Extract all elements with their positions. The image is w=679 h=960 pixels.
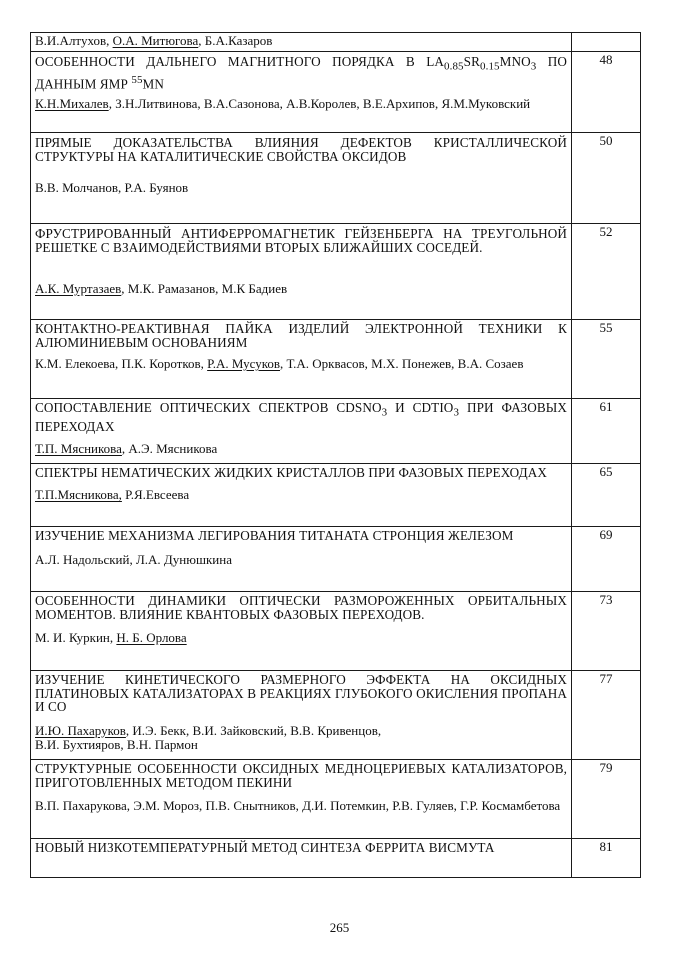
authors (35, 357, 567, 372)
toc-row (31, 839, 641, 878)
toc-text-cell (31, 592, 572, 671)
author: , А.Э. Мясникова (121, 440, 218, 456)
toc-row (31, 527, 641, 592)
page-ref: 50 (599, 133, 613, 148)
entry-title: СПЕКТРЫ НЕМАТИЧЕСКИХ ЖИДКИХ КРИСТАЛЛОВ ПРИ ФАЗОВЫХ ПЕРЕХОДАХ (35, 465, 547, 480)
toc-text-cell (31, 33, 572, 52)
authors (35, 488, 567, 503)
toc-page-cell (572, 839, 641, 878)
page-ref: 69 (599, 527, 613, 542)
title-text: ПРИ ФАЗОВЫХ ПЕРЕХОДАХ (35, 400, 567, 435)
toc-page-cell (572, 464, 641, 527)
toc-row (31, 320, 641, 399)
toc-page-cell (572, 671, 641, 760)
page-ref: 81 (599, 839, 613, 854)
toc-text-cell (31, 133, 572, 224)
toc-row (31, 33, 641, 52)
entry-title (35, 399, 567, 434)
subscript: 0.15 (480, 60, 500, 73)
page-ref: 65 (599, 464, 613, 479)
entry-title: КОНТАКТНО-РЕАКТИВНАЯ ПАЙКА ИЗДЕЛИЙ ЭЛЕКТРОННОЙ ТЕХНИКИ К АЛЮМИНИЕВЫМ ОСНОВАНИЯМ (35, 321, 567, 350)
authors: В.П. Пахарукова, Э.М. Мороз, П.В. Снытников, Д.И. Потемкин, Р.В. Гуляев, Г.Р. Космамбетова (35, 798, 561, 813)
superscript: 55 (131, 74, 143, 87)
toc-text-cell (31, 52, 572, 133)
toc-page-cell (572, 527, 641, 592)
toc-page-cell (572, 133, 641, 224)
authors (35, 442, 567, 457)
author: , З.Н.Литвинова, В.А.Сазонова, А.В.Королев, В.Е.Архипов, Я.М.Муковский (108, 96, 531, 112)
author: , Т.А. Орквасов, М.Х. Понежев, В.А. Созаев (280, 356, 524, 371)
toc-row (31, 464, 641, 527)
page-ref: 48 (599, 52, 613, 67)
toc-text-cell (31, 671, 572, 760)
page-ref: 73 (599, 592, 613, 607)
title-text: MNO (499, 54, 531, 69)
title-text: ОСОБЕННОСТИ ДАЛЬНЕГО МАГНИТНОГО ПОРЯДКА В LA (35, 54, 444, 69)
page-ref: 55 (599, 320, 613, 335)
author: М. И. Куркин, (35, 630, 117, 645)
page-ref: 77 (599, 671, 613, 686)
toc-row (31, 133, 641, 224)
authors: А.Л. Надольский, Л.А. Дунюшкина (35, 551, 232, 567)
title-text: MN (142, 76, 164, 92)
toc-row (31, 760, 641, 839)
entry-title: ИЗУЧЕНИЕ КИНЕТИЧЕСКОГО РАЗМЕРНОГО ЭФФЕКТА НА ОКСИДНЫХ ПЛАТИНОВЫХ КАТАЛИЗАТОРАХ В РЕАКЦИЯХ ГЛУБОКОГО ОКИСЛЕНИЯ ПРОПАНА И СО (35, 672, 567, 714)
author: Р.Я.Евсеева (121, 486, 190, 502)
toc-page-cell (572, 52, 641, 133)
entry-title: НОВЫЙ НИЗКОТЕМПЕРАТУРНЫЙ МЕТОД СИНТЕЗА ФЕРРИТА ВИСМУТА (35, 840, 495, 855)
page-ref: 61 (599, 399, 613, 414)
toc-text-cell (31, 464, 572, 527)
toc-text-cell (31, 760, 572, 839)
subscript: 0.85 (444, 60, 464, 73)
author: В.И.Алтухов, (35, 33, 113, 48)
author: В.И. Бухтияров, В.Н. Пармон (35, 737, 198, 752)
toc-text-cell (31, 320, 572, 399)
entry-title: ПРЯМЫЕ ДОКАЗАТЕЛЬСТВА ВЛИЯНИЯ ДЕФЕКТОВ КРИСТАЛЛИЧЕСКОЙ СТРУКТУРЫ НА КАТАЛИТИЧЕСКИЕ СВОЙСТВА ОКСИДОВ (35, 135, 567, 164)
title-text: СОПОСТАВЛЕНИЕ ОПТИЧЕСКИХ СПЕКТРОВ CDSNO (35, 400, 382, 415)
toc-page-cell (572, 320, 641, 399)
entry-title: ОСОБЕННОСТИ ДИНАМИКИ ОПТИЧЕСКИ РАЗМОРОЖЕННЫХ ОРБИТАЛЬНЫХ МОМЕНТОВ. ВЛИЯНИЕ КВАНТОВЫХ ФАЗОВЫХ ПЕРЕХОДОВ. (35, 593, 567, 622)
authors (35, 631, 567, 646)
presenting-author: Т.П.Мясникова, (35, 486, 122, 502)
authors (35, 97, 567, 112)
toc-row (31, 52, 641, 133)
entry-title (35, 52, 567, 91)
toc-page-cell (572, 33, 641, 52)
authors (35, 282, 567, 297)
toc-page-cell (572, 760, 641, 839)
toc-page-cell (572, 224, 641, 320)
presenting-author: Р.А. Мусуков (207, 356, 281, 371)
toc-page-cell (572, 399, 641, 464)
author: К.М. Елекоева, П.К. Коротков, (35, 356, 208, 371)
toc-row (31, 224, 641, 320)
toc-text-cell (31, 839, 572, 878)
entry-title: ФРУСТРИРОВАННЫЙ АНТИФЕРРОМАГНЕТИК ГЕЙЗЕНБЕРГА НА ТРЕУГОЛЬНОЙ РЕШЕТКЕ С ВЗАИМОДЕЙСТВИЯМИ ВТОРЫХ БЛИЖАЙШИХ СОСЕДЕЙ. (35, 226, 567, 255)
title-text: SR (463, 54, 480, 69)
presenting-author: К.Н.Михалев (35, 96, 109, 112)
entry-title: ИЗУЧЕНИЕ МЕХАНИЗМА ЛЕГИРОВАНИЯ ТИТАНАТА СТРОНЦИЯ ЖЕЛЕЗОМ (35, 528, 514, 543)
author: , М.К. Рамазанов, М.К Бадиев (121, 281, 288, 296)
toc-row (31, 671, 641, 760)
toc-page-cell (572, 592, 641, 671)
toc-row (31, 399, 641, 464)
title-text: И CDTIO (387, 400, 454, 415)
presenting-author: И.Ю. Пахаруков (35, 722, 126, 738)
presenting-author: Н. Б. Орлова (116, 630, 187, 645)
toc-text-cell (31, 224, 572, 320)
page-ref: 79 (599, 760, 613, 775)
subscript: 3 (530, 60, 537, 73)
subscript: 3 (381, 406, 388, 419)
authors (35, 33, 567, 49)
toc-table (30, 32, 641, 878)
presenting-author: О.А. Митюгова (112, 33, 199, 48)
toc-row (31, 592, 641, 671)
title-text: ПО ДАННЫМ ЯМР (35, 54, 567, 92)
subscript: 3 (453, 406, 460, 419)
toc-text-cell (31, 527, 572, 592)
toc-text-cell (31, 399, 572, 464)
presenting-author: Т.П. Мясникова (35, 440, 122, 456)
author: , И.Э. Бекк, В.И. Зайковский, В.В. Кривенцов, (125, 722, 382, 738)
authors: В.В. Молчанов, Р.А. Буянов (35, 180, 189, 195)
page-number: 265 (329, 920, 350, 935)
author: , Б.А.Казаров (198, 33, 273, 48)
entry-title: СТРУКТУРНЫЕ ОСОБЕННОСТИ ОКСИДНЫХ МЕДНОЦЕРИЕВЫХ КАТАЛИЗАТОРОВ, ПРИГОТОВЛЕННЫХ МЕТОДОМ ПЕКИНИ (35, 761, 567, 790)
page-ref: 52 (599, 224, 613, 239)
authors (35, 724, 567, 753)
presenting-author: А.К. Муртазаев (35, 281, 122, 296)
